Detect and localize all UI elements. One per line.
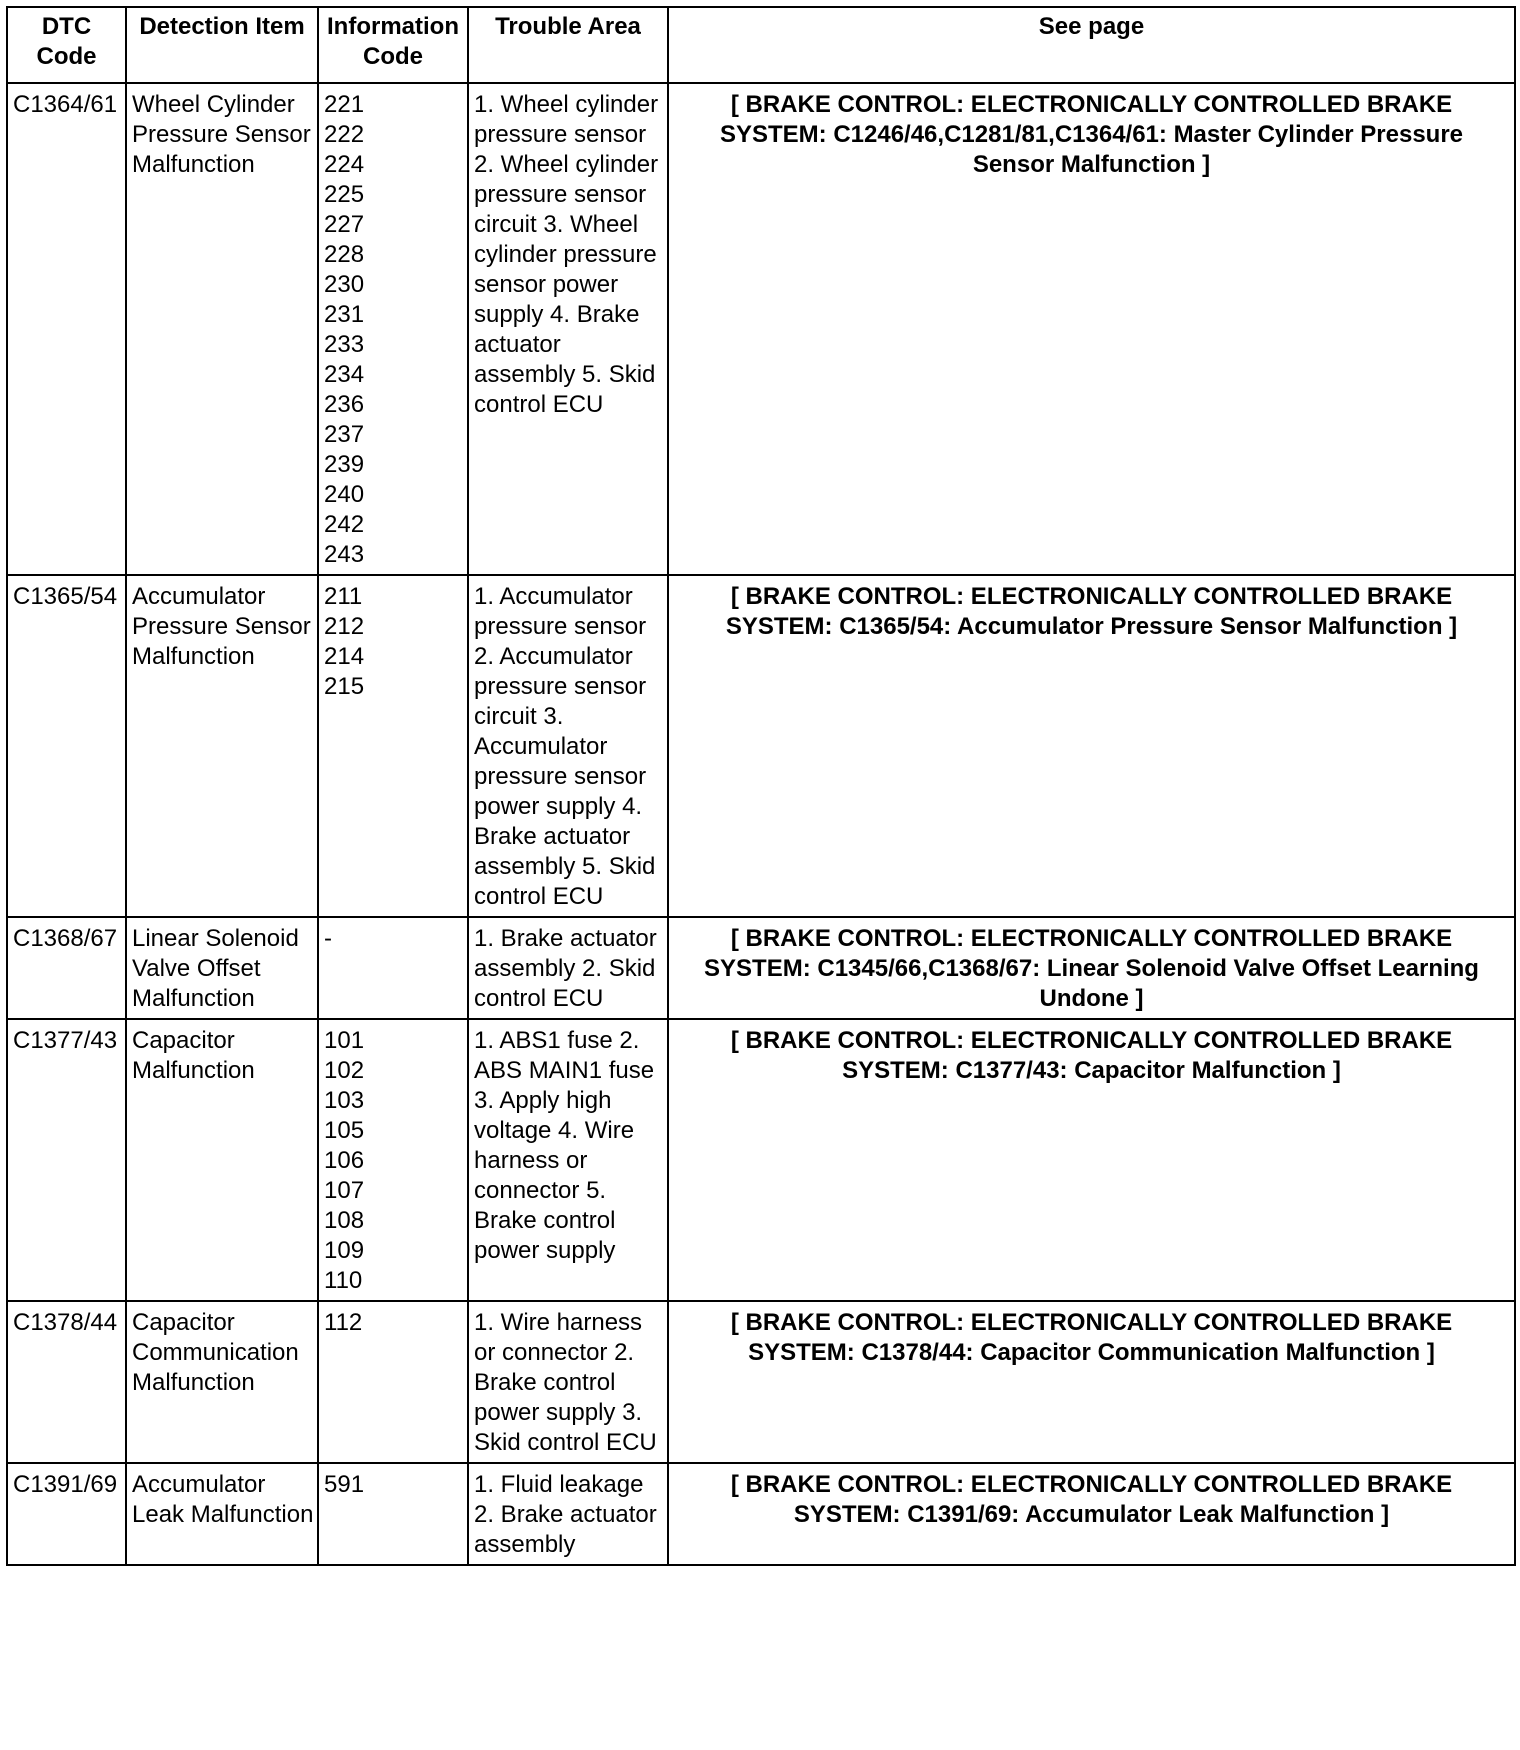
information-code: 233 [324,331,365,358]
detection-item-cell: Capacitor Malfunction [126,1019,318,1301]
see-page-cell: [ BRAKE CONTROL: ELECTRONICALLY CONTROLLED BRAKE SYSTEM: C1378/44: Capacitor Communication Malfunction ] [668,1301,1515,1463]
header-dtc-code: DTC Code [7,7,126,83]
trouble-area-cell: 1. Wheel cylinder pressure sensor 2. Wheel cylinder pressure sensor circuit 3. Wheel cylinder pressure sensor power supply 4. Brake actuator assembly 5. Skid control ECU [468,83,668,575]
detection-item-cell: Wheel Cylinder Pressure Sensor Malfunction [126,83,318,575]
information-code: - [324,925,332,952]
information-code: 215 [324,673,365,700]
see-page-cell: [ BRAKE CONTROL: ELECTRONICALLY CONTROLLED BRAKE SYSTEM: C1345/66,C1368/67: Linear Solenoid Valve Offset Learning Undone ] [668,917,1515,1019]
see-page-cell: [ BRAKE CONTROL: ELECTRONICALLY CONTROLLED BRAKE SYSTEM: C1365/54: Accumulator Pressure Sensor Malfunction ] [668,575,1515,917]
dtc-table [6,6,1516,1566]
header-trouble-area: Trouble Area [468,7,668,83]
information-code: 243 [324,541,365,568]
header-row [7,7,1515,83]
information-code: 110 [324,1267,363,1294]
header-detection-item: Detection Item [126,7,318,83]
information-code: 591 [324,1471,365,1498]
trouble-area-cell: 1. ABS1 fuse 2. ABS MAIN1 fuse 3. Apply high voltage 4. Wire harness or connector 5. Brake control power supply [468,1019,668,1301]
table-row [7,1019,1515,1301]
information-code: 102 [324,1057,365,1084]
detection-item-cell: Accumulator Leak Malfunction [126,1463,318,1565]
information-code: 106 [324,1147,365,1174]
table-row [7,917,1515,1019]
information-code: 231 [324,301,365,328]
information-code-cell [318,1463,468,1565]
dtc-code-cell: C1391/69 [7,1463,126,1565]
header-information-code: Information Code [318,7,468,83]
table-row [7,83,1515,575]
information-code: 225 [324,181,365,208]
trouble-area-cell: 1. Brake actuator assembly 2. Skid control ECU [468,917,668,1019]
information-code: 211 [324,583,363,610]
information-code: 240 [324,481,365,508]
information-code: 227 [324,211,365,238]
see-page-cell: [ BRAKE CONTROL: ELECTRONICALLY CONTROLLED BRAKE SYSTEM: C1377/43: Capacitor Malfunction ] [668,1019,1515,1301]
information-code: 222 [324,121,365,148]
information-code: 237 [324,421,365,448]
dtc-code-cell: C1377/43 [7,1019,126,1301]
information-code: 221 [324,91,365,118]
information-code: 109 [324,1237,365,1264]
table-row [7,1301,1515,1463]
table-body [7,83,1515,1565]
information-code: 234 [324,361,365,388]
information-code: 239 [324,451,365,478]
dtc-code-cell: C1364/61 [7,83,126,575]
information-code-cell [318,1301,468,1463]
information-code-cell [318,917,468,1019]
detection-item-cell: Capacitor Communication Malfunction [126,1301,318,1463]
information-code: 230 [324,271,365,298]
information-code: 101 [324,1027,365,1054]
information-code: 228 [324,241,365,268]
information-code: 212 [324,613,365,640]
dtc-code-cell: C1368/67 [7,917,126,1019]
trouble-area-cell: 1. Fluid leakage 2. Brake actuator assembly [468,1463,668,1565]
information-code: 112 [324,1309,363,1336]
information-code-cell [318,1019,468,1301]
information-code: 214 [324,643,365,670]
information-code: 105 [324,1117,365,1144]
information-code: 107 [324,1177,365,1204]
trouble-area-cell: 1. Wire harness or connector 2. Brake control power supply 3. Skid control ECU [468,1301,668,1463]
information-code-cell [318,575,468,917]
trouble-area-cell: 1. Accumulator pressure sensor 2. Accumulator pressure sensor circuit 3. Accumulator pressure sensor power supply 4. Brake actuator assembly 5. Skid control ECU [468,575,668,917]
dtc-code-cell: C1378/44 [7,1301,126,1463]
dtc-code-cell: C1365/54 [7,575,126,917]
detection-item-cell: Accumulator Pressure Sensor Malfunction [126,575,318,917]
detection-item-cell: Linear Solenoid Valve Offset Malfunction [126,917,318,1019]
information-code: 108 [324,1207,365,1234]
table-row [7,1463,1515,1565]
header-see-page: See page [668,7,1515,83]
see-page-cell: [ BRAKE CONTROL: ELECTRONICALLY CONTROLLED BRAKE SYSTEM: C1246/46,C1281/81,C1364/61: Master Cylinder Pressure Sensor Malfunction ] [668,83,1515,575]
information-code: 103 [324,1087,365,1114]
information-code-cell [318,83,468,575]
information-code: 242 [324,511,365,538]
table-row [7,575,1515,917]
information-code: 224 [324,151,365,178]
see-page-cell: [ BRAKE CONTROL: ELECTRONICALLY CONTROLLED BRAKE SYSTEM: C1391/69: Accumulator Leak Malfunction ] [668,1463,1515,1565]
information-code: 236 [324,391,365,418]
